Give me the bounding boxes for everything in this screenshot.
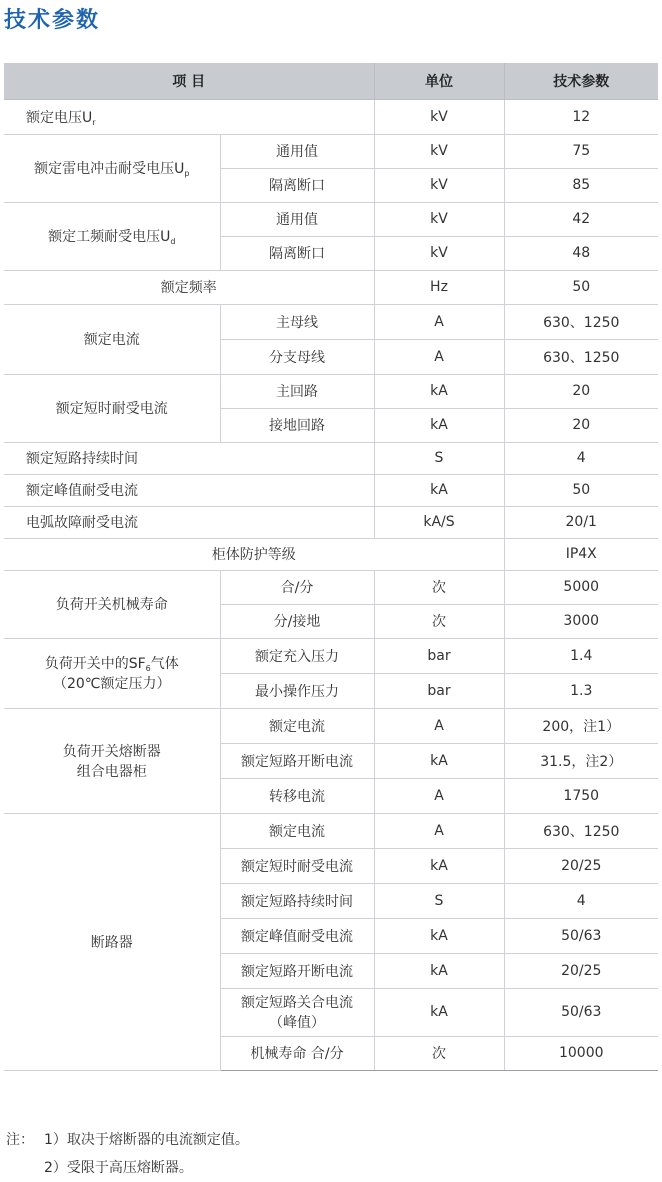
sub-item-cell: 最小操作压力 xyxy=(220,673,374,708)
table-header-row xyxy=(4,63,658,99)
value-cell: 3000 xyxy=(504,604,658,638)
value-cell: 42 xyxy=(504,202,658,236)
unit-cell: kA xyxy=(374,474,504,506)
footnote-row xyxy=(6,1125,249,1153)
value-cell: 630、1250 xyxy=(504,813,658,848)
sub-item-cell: 额定短路关合电流 （峰值） xyxy=(220,988,374,1036)
value-cell: 20/25 xyxy=(504,848,658,883)
value-cell: 31.5，注2） xyxy=(504,743,658,778)
unit-cell: kA xyxy=(374,988,504,1036)
table-row xyxy=(4,638,658,673)
unit-cell: bar xyxy=(374,638,504,673)
item-cell: 负荷开关中的$SF_6$气体 （20℃额定压力） xyxy=(4,638,220,708)
unit-cell: kV xyxy=(374,236,504,270)
sub-item-cell: 额定电流 xyxy=(220,813,374,848)
item-cell: 额定频率 xyxy=(4,270,374,304)
item-cell: 电弧故障耐受电流 xyxy=(4,506,374,538)
value-cell: 50 xyxy=(504,474,658,506)
value-cell: 20 xyxy=(504,408,658,442)
value-cell: 50/63 xyxy=(504,918,658,953)
header-value: 技术参数 xyxy=(504,63,658,99)
value-cell: 12 xyxy=(504,99,658,134)
table-row xyxy=(4,538,658,570)
value-cell: 1.3 xyxy=(504,673,658,708)
unit-cell: bar xyxy=(374,673,504,708)
footnote-label: 注： xyxy=(6,1132,34,1148)
table-row xyxy=(4,442,658,474)
value-cell: 630、1250 xyxy=(504,304,658,339)
value-cell: 1750 xyxy=(504,778,658,813)
unit-cell: kV xyxy=(374,202,504,236)
unit-cell: kA xyxy=(374,374,504,408)
value-cell: IP4X xyxy=(504,538,658,570)
value-cell: 50/63 xyxy=(504,988,658,1036)
footnote-row xyxy=(6,1153,249,1181)
item-cell: 负荷开关熔断器 组合电器柜 xyxy=(4,708,220,813)
footnotes xyxy=(6,1125,249,1181)
item-cell: 额定短路持续时间 xyxy=(4,442,374,474)
table-row xyxy=(4,708,658,743)
unit-cell: kV xyxy=(374,134,504,168)
value-cell: 48 xyxy=(504,236,658,270)
sub-item-cell: 机械寿命 合/分 xyxy=(220,1036,374,1070)
table-row xyxy=(4,99,658,134)
unit-cell: kV xyxy=(374,168,504,202)
table-row xyxy=(4,304,658,339)
table-row xyxy=(4,570,658,604)
unit-cell: 次 xyxy=(374,1036,504,1070)
sub-item-cell: 合/分 xyxy=(220,570,374,604)
value-cell: 4 xyxy=(504,883,658,918)
sub-item-cell: 主母线 xyxy=(220,304,374,339)
item-cell: 额定短时耐受电流 xyxy=(4,374,220,442)
sub-item-cell: 通用值 xyxy=(220,202,374,236)
unit-cell: A xyxy=(374,304,504,339)
table-row xyxy=(4,474,658,506)
value-cell: 85 xyxy=(504,168,658,202)
value-cell: 630、1250 xyxy=(504,339,658,374)
header-unit: 单位 xyxy=(374,63,504,99)
value-cell: 20/25 xyxy=(504,953,658,988)
value-cell: 50 xyxy=(504,270,658,304)
unit-cell: kA/S xyxy=(374,506,504,538)
footnote-text: 2）受限于高压熔断器。 xyxy=(44,1160,193,1176)
sub-item-cell: 额定短时耐受电流 xyxy=(220,848,374,883)
sub-item-cell: 转移电流 xyxy=(220,778,374,813)
sub-item-cell: 隔离断口 xyxy=(220,236,374,270)
sub-item-cell: 主回路 xyxy=(220,374,374,408)
unit-cell: kA xyxy=(374,743,504,778)
sub-item-cell: 额定短路开断电流 xyxy=(220,743,374,778)
unit-cell: A xyxy=(374,339,504,374)
unit-cell: kA xyxy=(374,953,504,988)
value-cell: 5000 xyxy=(504,570,658,604)
sub-item-cell: 分/接地 xyxy=(220,604,374,638)
unit-cell: kV xyxy=(374,99,504,134)
item-cell: 柜体防护等级 xyxy=(4,538,504,570)
spec-table xyxy=(4,63,658,1071)
table-row xyxy=(4,270,658,304)
value-cell: 4 xyxy=(504,442,658,474)
sub-item-cell: 额定短路持续时间 xyxy=(220,883,374,918)
item-cell: 额定工频耐受电压$U_d$ xyxy=(4,202,220,270)
table-row xyxy=(4,506,658,538)
value-cell: 10000 xyxy=(504,1036,658,1070)
sub-item-cell: 额定峰值耐受电流 xyxy=(220,918,374,953)
sub-item-cell: 额定充入压力 xyxy=(220,638,374,673)
footnote-text: 1）取决于熔断器的电流额定值。 xyxy=(44,1132,249,1148)
sub-item-cell: 接地回路 xyxy=(220,408,374,442)
value-cell: 20/1 xyxy=(504,506,658,538)
value-cell: 75 xyxy=(504,134,658,168)
unit-cell: kA xyxy=(374,408,504,442)
unit-cell: S xyxy=(374,442,504,474)
unit-cell: A xyxy=(374,778,504,813)
header-item: 项 目 xyxy=(4,63,374,99)
unit-cell: kA xyxy=(374,848,504,883)
item-cell: 断路器 xyxy=(4,813,220,1070)
page-title: 技术参数 xyxy=(4,8,101,33)
item-cell: 负荷开关机械寿命 xyxy=(4,570,220,638)
item-cell: 额定峰值耐受电流 xyxy=(4,474,374,506)
table-row xyxy=(4,813,658,848)
unit-cell: A xyxy=(374,813,504,848)
value-cell: 200，注1） xyxy=(504,708,658,743)
unit-cell: 次 xyxy=(374,604,504,638)
item-cell: 额定电流 xyxy=(4,304,220,374)
unit-cell: 次 xyxy=(374,570,504,604)
unit-cell: kA xyxy=(374,918,504,953)
sub-item-cell: 额定短路开断电流 xyxy=(220,953,374,988)
unit-cell: Hz xyxy=(374,270,504,304)
value-cell: 1.4 xyxy=(504,638,658,673)
item-cell: 额定电压$U_r$ xyxy=(4,99,374,134)
value-cell: 20 xyxy=(504,374,658,408)
sub-item-cell: 隔离断口 xyxy=(220,168,374,202)
table-row xyxy=(4,202,658,236)
unit-cell: S xyxy=(374,883,504,918)
table-row xyxy=(4,374,658,408)
sub-item-cell: 分支母线 xyxy=(220,339,374,374)
sub-item-cell: 额定电流 xyxy=(220,708,374,743)
sub-item-cell: 通用值 xyxy=(220,134,374,168)
item-cell: 额定雷电冲击耐受电压$U_p$ xyxy=(4,134,220,202)
table-row xyxy=(4,134,658,168)
unit-cell: A xyxy=(374,708,504,743)
